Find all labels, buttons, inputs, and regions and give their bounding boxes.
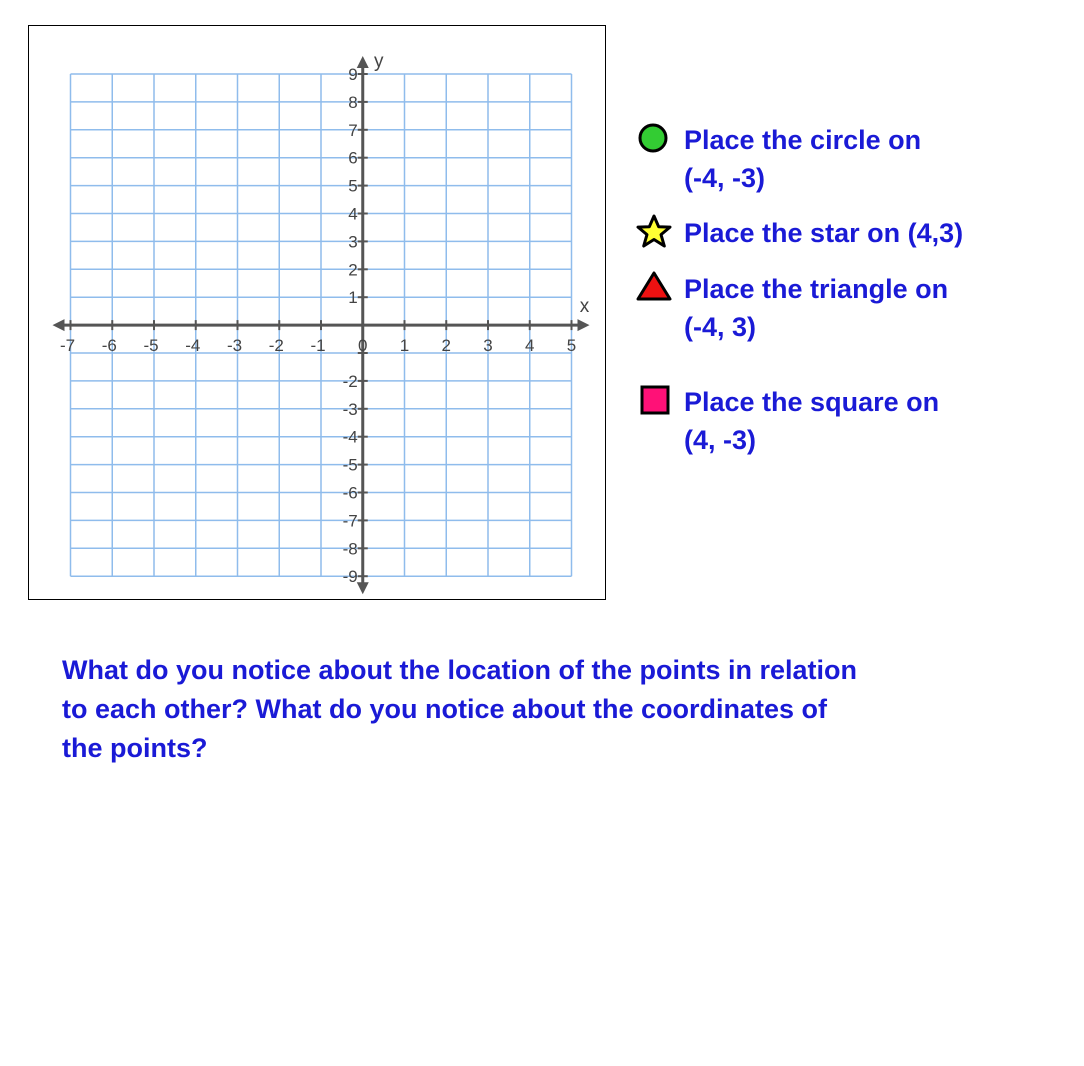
triangle-instruction-line-2: (-4, 3) <box>684 312 757 342</box>
triangle-instruction-line-1: Place the triangle on <box>684 274 949 304</box>
x-tick-label: -3 <box>226 336 243 356</box>
triangle-icon[interactable] <box>635 270 675 306</box>
x-tick-label: 2 <box>441 336 451 356</box>
y-tick-label: 7 <box>348 120 358 140</box>
x-tick-label: 4 <box>525 336 535 356</box>
y-tick-label: -4 <box>342 427 358 447</box>
y-tick-label: -9 <box>342 567 358 587</box>
question-text <box>62 651 1042 768</box>
y-tick-label: -6 <box>342 483 358 503</box>
x-tick-label: -2 <box>268 336 284 356</box>
x-tick-label: 3 <box>483 336 493 356</box>
question-line-2: to each other? What do you notice about the coordinates of <box>62 694 828 724</box>
square-instruction-text <box>684 383 939 459</box>
x-tick-label: 5 <box>566 336 577 356</box>
star-instruction-text <box>684 214 963 252</box>
y-tick-label: -8 <box>342 539 358 559</box>
y-tick-label: 8 <box>348 92 358 112</box>
y-axis-arrow-up <box>357 56 369 68</box>
question-line-3: the points? <box>62 733 208 763</box>
coordinate-grid <box>29 26 605 599</box>
x-axis-label: x <box>579 296 590 318</box>
x-tick-label: -7 <box>59 336 76 356</box>
y-tick-label: 9 <box>348 65 358 84</box>
y-tick-label: -7 <box>342 511 358 531</box>
square-instruction-line-1: Place the square on <box>684 387 940 417</box>
x-tick-label: -5 <box>143 336 159 356</box>
x-axis-arrow-left <box>53 319 65 331</box>
y-tick-label: -2 <box>342 371 358 391</box>
square-instruction-line-2: (4, -3) <box>684 425 757 455</box>
y-axis-arrow-down <box>357 582 369 594</box>
origin-label: 0 <box>358 336 368 356</box>
x-tick-label: 1 <box>399 336 410 356</box>
circle-instruction <box>635 121 1075 201</box>
square-icon[interactable] <box>635 383 671 419</box>
y-tick-label: 3 <box>348 232 358 252</box>
x-tick-label: -1 <box>310 336 326 356</box>
x-tick-label: -4 <box>185 336 201 356</box>
x-axis-arrow-right <box>578 319 590 331</box>
star-instruction-line-1: Place the star on (4,3) <box>684 218 964 248</box>
y-tick-label: -3 <box>342 399 358 419</box>
triangle-instruction <box>635 270 1075 350</box>
triangle-instruction-text <box>684 270 948 346</box>
circle-instruction-line-1: Place the circle on <box>684 125 922 155</box>
circle-instruction-text <box>684 121 921 197</box>
circle-instruction-line-2: (-4, -3) <box>684 163 765 193</box>
y-tick-label: 2 <box>348 260 358 280</box>
y-axis-label: y <box>374 51 384 72</box>
y-tick-label: 5 <box>348 176 358 196</box>
coordinate-plane[interactable] <box>28 25 606 600</box>
circle-icon[interactable] <box>635 121 671 157</box>
y-tick-label: 4 <box>348 204 358 224</box>
y-tick-label: 6 <box>348 148 358 168</box>
question-line-1: What do you notice about the location of the points in relation <box>62 655 857 685</box>
star-instruction <box>635 214 1075 254</box>
square-instruction <box>635 383 1075 463</box>
y-tick-label: 1 <box>348 288 358 308</box>
star-icon[interactable] <box>635 214 675 250</box>
y-tick-label: -5 <box>342 455 358 475</box>
x-tick-label: -6 <box>101 336 117 356</box>
